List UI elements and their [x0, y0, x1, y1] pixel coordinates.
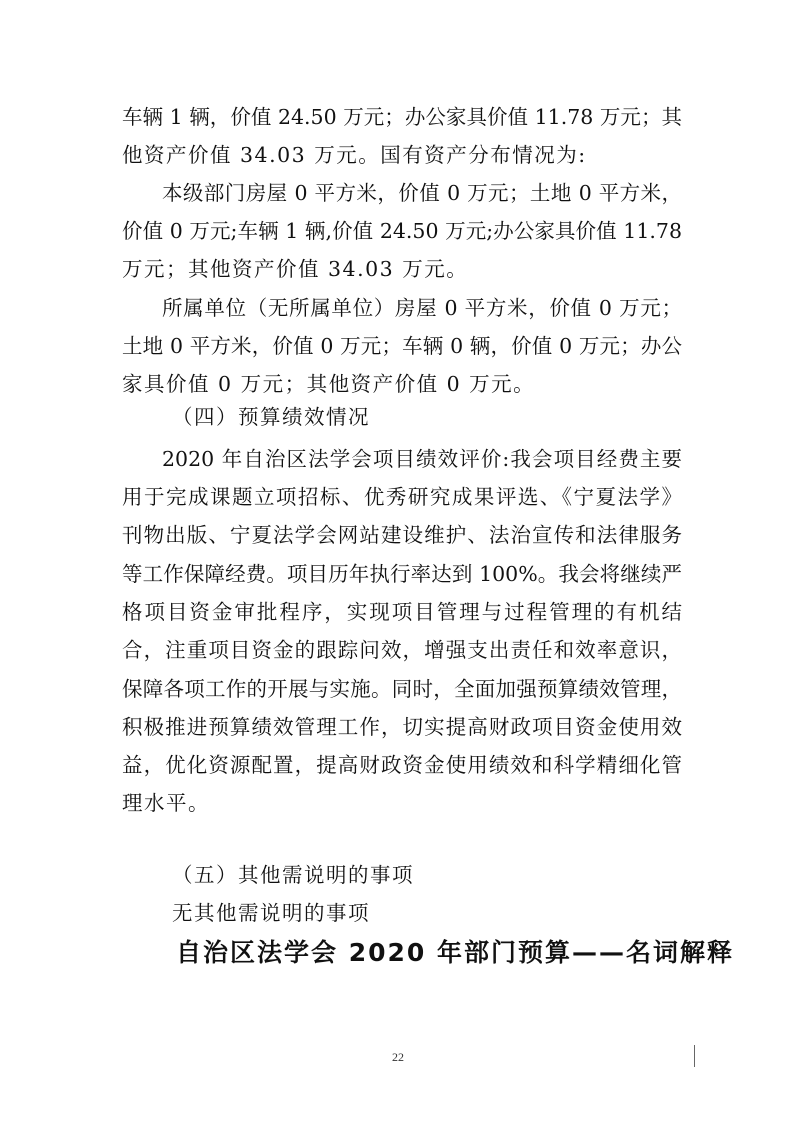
paragraph-line: 所属单位（无所属单位）房屋 0 平方米，价值 0 万元；: [162, 296, 682, 320]
paragraph-line: 车辆 1 辆，价值 24.50 万元；办公家具价值 11.78 万元；其: [122, 105, 682, 129]
paragraph-line: 他资产价值 34.03 万元。国有资产分布情况为:: [122, 143, 587, 167]
paragraph-line: 价值 0 万元;车辆 1 辆,价值 24.50 万元;办公家具价值 11.78: [122, 219, 682, 243]
paragraph-line: 用于完成课题立项招标、优秀研究成果评选、《宁夏法学》: [122, 485, 682, 509]
paragraph-line: 无其他需说明的事项: [172, 901, 370, 925]
paragraph-line: 万元；其他资产价值 34.03 万元。: [122, 257, 469, 281]
paragraph-line: 合，注重项目资金的跟踪问效，增强支出责任和效率意识，: [122, 638, 682, 662]
section-title: 自治区法学会 2020 年部门预算——名词解释: [176, 938, 734, 967]
paragraph-line: 2020 年自治区法学会项目绩效评价:我会项目经费主要: [162, 447, 682, 471]
paragraph-line: 保障各项工作的开展与实施。同时，全面加强预算绩效管理，: [122, 677, 682, 701]
paragraph-line: 家具价值 0 万元；其他资产价值 0 万元。: [122, 372, 536, 396]
paragraph-line: 益，优化资源配置，提高财政资金使用绩效和科学精细化管: [122, 753, 682, 777]
paragraph-line: 刊物出版、宁夏法学会网站建设维护、法治宣传和法律服务: [122, 523, 682, 547]
paragraph-line: 等工作保障经费。项目历年执行率达到 100%。我会将继续严: [122, 562, 682, 586]
section-heading-5: （五）其他需说明的事项: [172, 863, 414, 887]
paragraph-line: 本级部门房屋 0 平方米，价值 0 万元；土地 0 平方米，: [162, 181, 682, 205]
paragraph-line: 土地 0 平方米，价值 0 万元；车辆 0 辆，价值 0 万元；办公: [122, 334, 682, 358]
paragraph-line: 积极推进预算绩效管理工作，切实提高财政项目资金使用效: [122, 715, 682, 739]
paragraph-line: 格项目资金审批程序，实现项目管理与过程管理的有机结: [122, 600, 682, 624]
margin-mark: [694, 1045, 695, 1067]
paragraph-line: 理水平。: [122, 791, 210, 815]
section-heading-4: （四）预算绩效情况: [172, 405, 370, 429]
page-number: 22: [392, 1050, 404, 1064]
